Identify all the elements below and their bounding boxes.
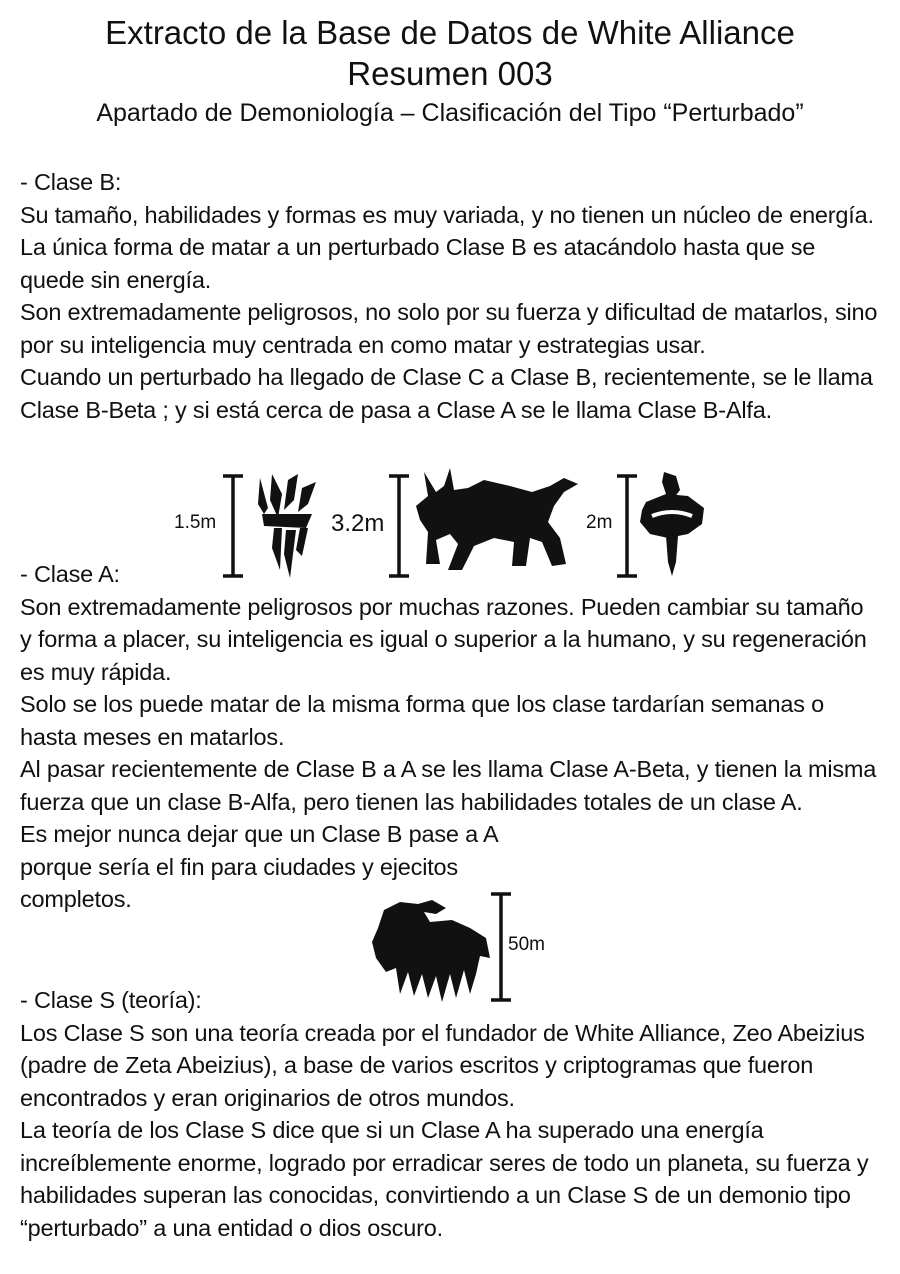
- class-b-paragraph: Su tamaño, habilidades y formas es muy variada, y no tienen un núcleo de energía. La única forma de matar a un perturbado Clase B es atacándolo hasta que se quede sin energía.: [20, 201, 874, 293]
- class-s-heading: - Clase S (teoría):: [20, 987, 202, 1013]
- class-a-heading: - Clase A:: [20, 561, 120, 587]
- section-class-b: [20, 166, 880, 426]
- size-label-1: 1.5m: [174, 512, 217, 533]
- class-a-paragraph: Es mejor nunca dejar que un Clase B pase a A porque sería el fin para ciudades y ejecitos completos.: [20, 821, 498, 912]
- class-b-paragraph: Son extremadamente peligrosos, no solo por su fuerza y dificultad de matarlos, sino por su inteligencia muy centrada en como matar y estrategias usar.: [20, 299, 878, 358]
- class-a-paragraph: Son extremadamente peligrosos por muchas razones. Pueden cambiar su tamaño y forma a placer, su inteligencia es igual o superior a la humano, y su regeneración es muy rápida.: [20, 593, 867, 685]
- class-s-paragraph: La teoría de los Clase S dice que si un Clase A ha superado una energía increíblemente enorme, logrado por erradicar seres de todo un planeta, su fuerza y habilidades superan las conocidas, convirtiendo a un Clase S de un demonio tipo “perturbado” a una entidad o dios oscuro.: [20, 1117, 869, 1241]
- document-header: [0, 0, 900, 130]
- class-b-heading: - Clase B:: [20, 169, 122, 195]
- class-s-paragraph: Los Clase S son una teoría creada por el fundador de White Alliance, Zeo Abeizius (padre de Zeta Abeizius), a base de varios escritos y criptogramas que fueron encontrados y eran originarios de otros mundos.: [20, 1019, 865, 1111]
- size-label-2: 3.2m: [331, 510, 385, 537]
- size-label-4: 50m: [508, 934, 545, 955]
- document-title: Extracto de la Base de Datos de White Alliance: [105, 14, 795, 51]
- section-class-s: [20, 984, 880, 1244]
- class-b-paragraph: Cuando un perturbado ha llegado de Clase C a Clase B, recientemente, se le llama Clase B-Beta ; y si está cerca de pasa a Clase A se le llama Clase B-Alfa.: [20, 364, 873, 423]
- class-a-paragraph: Al pasar recientemente de Clase B a A se les llama Clase A-Beta, y tienen la misma fuerza que un clase B-Alfa, pero tienen las habilidades totales de un clase A.: [20, 756, 877, 815]
- document-subtitle: Resumen 003: [347, 55, 553, 92]
- class-a-paragraph: Solo se los puede matar de la misma forma que los clase tardarían semanas o hasta meses en matarlos.: [20, 691, 825, 750]
- section-title: Apartado de Demoniología – Clasificación del Tipo “Perturbado”: [96, 99, 804, 127]
- section-class-a: [20, 558, 880, 916]
- size-label-3: 2m: [586, 512, 613, 533]
